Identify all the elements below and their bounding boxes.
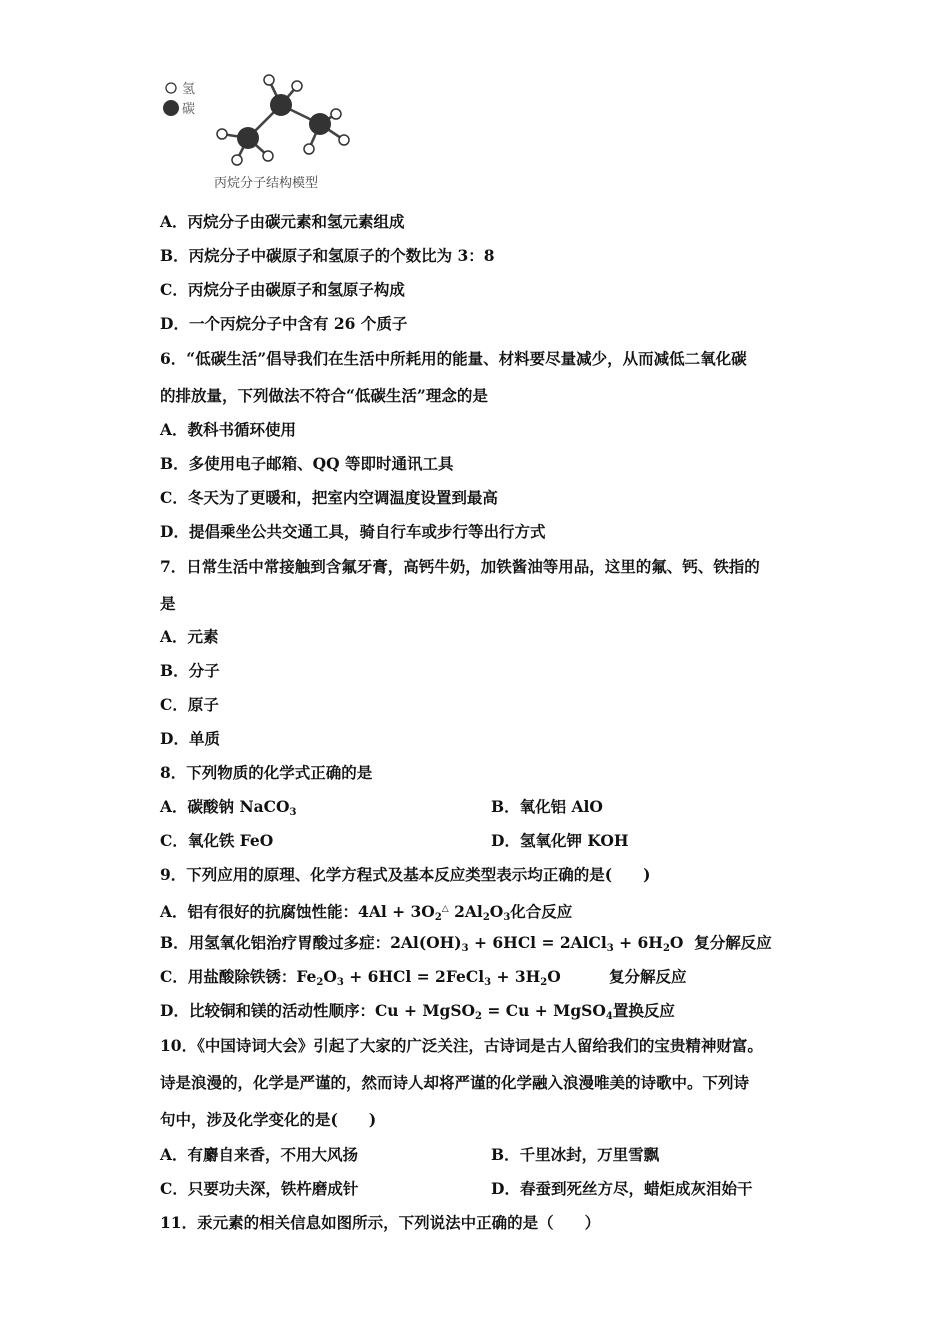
q6-stem-line2: 的排放量，下列做法不符合“低碳生活”理念的是 (160, 386, 488, 405)
hydrogen-atom-icon (304, 144, 314, 154)
propane-molecule-figure (158, 70, 358, 195)
q9-option-b: B．用氢氧化铝治疗胃酸过多症：$2Al(OH)_3 + 6HCl$ = 2AlCl$_3$ + $6H_2O$ 复分解反应 (160, 933, 772, 954)
q5-option-a: A．丙烷分子由碳元素和氢元素组成 (160, 212, 405, 231)
q9-option-d: D．比较铜和镁的活动性顺序：Cu + MgSO$_2$ = Cu + MgSO$_4$置换反应 (160, 1001, 675, 1022)
q6-option-c: C．冬天为了更暖和，把室内空调温度设置到最高 (160, 488, 498, 507)
q5-option-c: C．丙烷分子由碳原子和氢原子构成 (160, 280, 405, 299)
legend-hydrogen-label: 氢 (182, 82, 196, 97)
q6-option-b: B．多使用电子邮箱、QQ 等即时通讯工具 (160, 454, 454, 473)
q10-stem-line2: 诗是浪漫的，化学是严谨的，然而诗人却将严谨的化学融入浪漫唯美的诗歌中。下列诗 (160, 1073, 750, 1092)
carbon-atom-icon (237, 127, 259, 149)
q5-option-b: B．丙烷分子中碳原子和氢原子的个数比为 3：8 (160, 246, 495, 265)
legend-carbon-label: 碳 (182, 102, 196, 117)
q10-stem-line1: 10．《中国诗词大会》引起了大家的广泛关注，古诗词是古人留给我们的宝贵精神财富。 (160, 1036, 763, 1055)
q10-option-c: C．只要功夫深，铁杵磨成针 (160, 1179, 359, 1198)
hydrogen-atom-icon (339, 135, 349, 145)
figure-legend (163, 82, 195, 117)
q9-stem: 9．下列应用的原理、化学方程式及基本反应类型表示均正确的是( ) (160, 865, 651, 884)
carbon-legend-icon (163, 100, 179, 116)
hydrogen-atom-icon (331, 109, 341, 119)
hydrogen-atom-icon (292, 81, 302, 91)
carbon-atom-icon (270, 94, 292, 116)
q6-stem-line1: 6．“低碳生活”倡导我们在生活中所耗用的能量、材料要尽量减少，从而减低二氧化碳 (160, 349, 747, 368)
q8-option-a: A．碳酸钠 NaCO$_3$ (160, 797, 297, 818)
q11-stem: 11．汞元素的相关信息如图所示，下列说法中正确的是（ ） (160, 1213, 601, 1232)
hydrogen-atom-icon (263, 151, 273, 161)
hydrogen-atom-icon (217, 129, 227, 139)
q7-option-c: C．原子 (160, 695, 219, 714)
q8-stem: 8．下列物质的化学式正确的是 (160, 763, 373, 782)
q10-stem-line3: 句中，涉及化学变化的是( ) (160, 1110, 377, 1129)
carbon-atoms (237, 94, 331, 149)
q5-option-d: D．一个丙烷分子中含有 26 个质子 (160, 314, 408, 333)
q10-option-b: B．千里冰封，万里雪飘 (491, 1145, 660, 1164)
q7-option-a: A．元素 (160, 627, 219, 646)
q7-option-b: B．分子 (160, 661, 220, 680)
q7-stem-line2: 是 (160, 594, 176, 613)
hydrogen-atom-icon (264, 75, 274, 85)
q6-option-a: A．教科书循环使用 (160, 420, 297, 439)
carbon-atom-icon (309, 113, 331, 135)
q8-option-d: D．氢氧化钾 KOH (491, 831, 629, 850)
q8-option-c: C．氧化铁 FeO (160, 831, 274, 850)
q7-stem-line1: 7．日常生活中常接触到含氟牙膏，高钙牛奶，加铁酱油等用品，这里的氟、钙、铁指的 (160, 557, 760, 576)
q6-option-d: D．提倡乘坐公共交通工具，骑自行车或步行等出行方式 (160, 522, 546, 541)
hydrogen-atom-icon (232, 155, 242, 165)
figure-caption: 丙烷分子结构模型 (214, 176, 319, 191)
q9-option-c-type: 复分解反应 (609, 967, 687, 986)
q9-option-a: A．铝有很好的抗腐蚀性能：$4Al + 3O_2^\triangle$ $2Al_2O_3$化合反应 (160, 902, 573, 924)
q9-option-c: C．用盐酸除铁锈：$Fe_2O_3 + 6HCl$ = 2FeCl$_3$ + $3H_2O$ (160, 967, 561, 988)
q10-option-d: D．春蚕到死丝方尽，蜡炬成灰泪始干 (491, 1179, 753, 1198)
q10-option-a: A．有麝自来香，不用大风扬 (160, 1145, 359, 1164)
q8-option-b: B．氧化铝 AlO (491, 797, 603, 816)
q7-option-d: D．单质 (160, 729, 220, 748)
hydrogen-legend-icon (166, 83, 176, 93)
